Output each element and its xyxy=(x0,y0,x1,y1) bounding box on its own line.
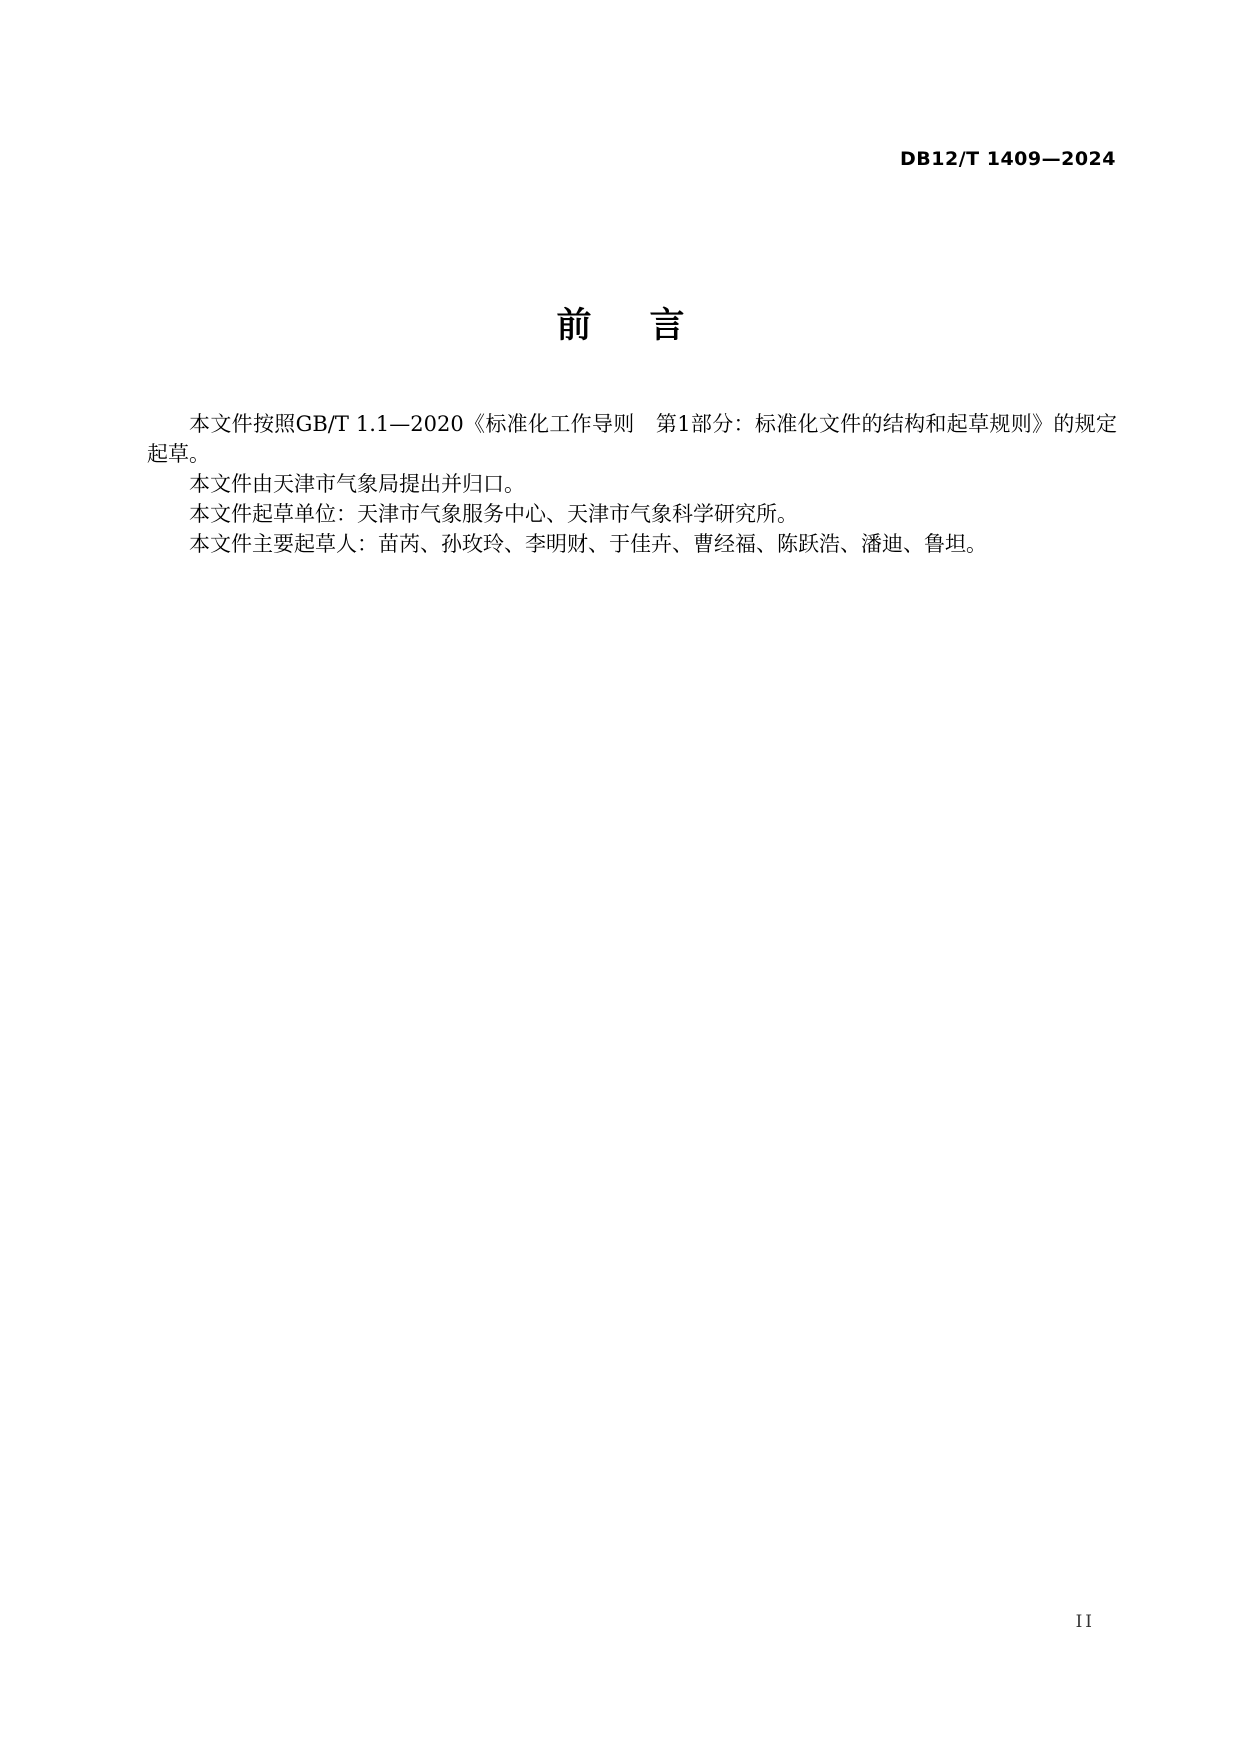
paragraph-drafters: 本文件主要起草人：苗芮、孙玫玲、李明财、于佳卉、曹经福、陈跃浩、潘迪、鲁坦。 xyxy=(189,532,987,556)
document-code: DB12/T 1409—2024 xyxy=(900,148,1116,170)
paragraph-drafting-units: 本文件起草单位：天津市气象服务中心、天津市气象科学研究所。 xyxy=(189,502,798,526)
paragraph-drafting-rules: 本文件按照GB/T 1.1—2020《标准化工作导则 第1部分：标准化文件的结构和起草规则》的规定起草。 xyxy=(147,412,1117,466)
page-title: 前言 xyxy=(556,306,743,346)
paragraph-proposer: 本文件由天津市气象局提出并归口。 xyxy=(189,472,525,496)
page-number: II xyxy=(1075,1612,1095,1632)
foreword-body xyxy=(147,409,1117,559)
